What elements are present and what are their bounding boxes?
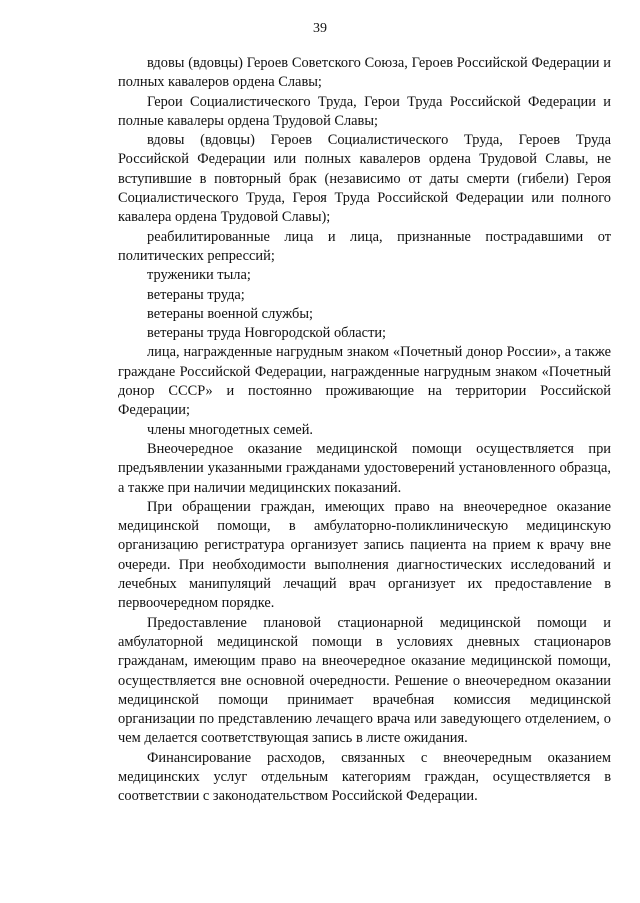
document-body [118,54,611,807]
paragraph-priority-care-conditions: Внеочередное оказание медицинской помощи осуществляется при предъявлении указанными гражданами удостоверений установленного образца, а также при наличии медицинских показаний. [118,440,611,496]
paragraph-home-front-workers: труженики тыла; [147,267,251,284]
page-number: 39 [313,21,327,36]
paragraph-inpatient-procedure: Предоставление плановой стационарной медицинской помощи и амбулаторной медицинской помощи в условиях дневных стационаров гражданам, имеющим право на внеочередное оказание медицинской помощи, осуществляется вне основной очередности. Решение о внеочередном оказании медицинской помощи принимает врачебная комиссия медицинской организации по представлению лечащего врача или заведующего отделением, о чем делается соответствующая запись в листе ожидания. [118,614,611,747]
paragraph-labor-veterans: ветераны труда; [147,286,245,303]
paragraph-outpatient-procedure: При обращении граждан, имеющих право на внеочередное оказание медицинской помощи, в амбулаторно-поликлиническую медицинскую организацию регистратура организует запись пациента на прием к врачу вне очереди. При необходимости выполнения диагностических исследований и лечебных манипуляций лечащий врач организует их предоставление в первоочередном порядке. [118,498,611,612]
paragraph-novgorod-labor-veterans: ветераны труда Новгородской области; [147,325,387,342]
paragraph-heroes-of-labor: Герои Социалистического Труда, Герои Труда Российской Федерации и полные кавалеры ордена Трудовой Славы; [118,93,611,129]
paragraph-widows-of-labor-heroes: вдовы (вдовцы) Героев Социалистического Труда, Героев Труда Российской Федерации или полных кавалеров ордена Трудовой Славы, не вступившие в повторный брак (независимо от даты смерти (гибели) Героя Социалистического Труда, Героя Труда Российской Федерации или полного кавалера ордена Трудовой Славы); [118,132,611,226]
paragraph-large-families: члены многодетных семей. [147,421,314,438]
paragraph-financing: Финансирование расходов, связанных с внеочередным оказанием медицинских услуг отдельным категориям граждан, осуществляется в соответствии с законодательством Российской Федерации. [118,749,611,805]
paragraph-honorary-donors: лица, награжденные нагрудным знаком «Почетный донор России», а также граждане Российской Федерации, награжденные нагрудным знаком «Почетный донор СССР» и постоянно проживающие на территории Российской Федерации; [118,344,611,419]
paragraph-rehabilitated-persons: реабилитированные лица и лица, признанные пострадавшими от политических репрессий; [118,228,611,264]
paragraph-widows-of-heroes: вдовы (вдовцы) Героев Советского Союза, Героев Российской Федерации и полных кавалеров ордена Славы; [118,55,611,91]
paragraph-military-veterans: ветераны военной службы; [147,305,313,322]
